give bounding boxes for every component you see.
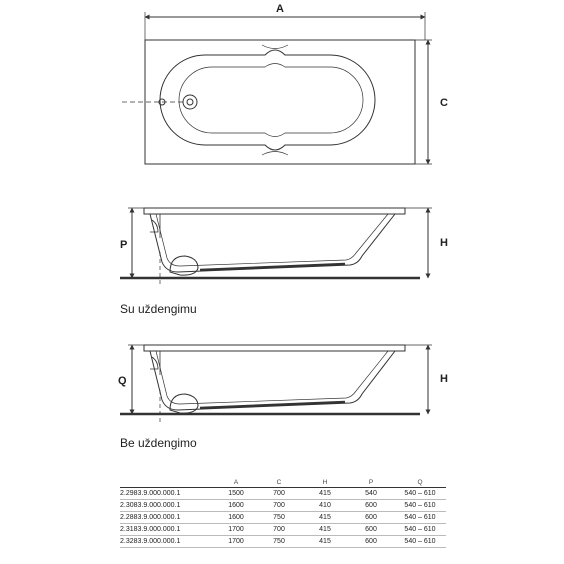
column-header: Q (394, 478, 446, 488)
table-cell: 410 (302, 500, 348, 512)
table-cell: 540 – 610 (394, 524, 446, 536)
table-cell: 700 (256, 488, 302, 500)
table-cell: 540 – 610 (394, 488, 446, 500)
table-cell: 600 (348, 500, 394, 512)
column-header (120, 478, 216, 488)
caption-without-cover: Be uždengimo (120, 436, 197, 450)
table-cell: 600 (348, 524, 394, 536)
table-cell: 600 (348, 536, 394, 548)
table-cell: 415 (302, 512, 348, 524)
label-q: Q (118, 375, 127, 387)
table-cell: 415 (302, 524, 348, 536)
table-cell: 1700 (216, 524, 256, 536)
product-code: 2.2983.9.000.000.1 (120, 488, 216, 500)
table-cell: 540 (348, 488, 394, 500)
column-header: A (216, 478, 256, 488)
table-cell: 415 (302, 536, 348, 548)
table-row (120, 536, 446, 548)
column-header: C (256, 478, 302, 488)
tub-body-profile (150, 214, 395, 272)
product-code: 2.3183.9.000.000.1 (120, 524, 216, 536)
table-row (120, 500, 446, 512)
table-cell: 750 (256, 512, 302, 524)
product-code: 2.3083.9.000.000.1 (120, 500, 216, 512)
table-cell: 750 (256, 536, 302, 548)
caption-with-cover: Su uždengimu (120, 302, 197, 316)
table-cell: 540 – 610 (394, 500, 446, 512)
label-h-2: H (440, 373, 448, 385)
side-view-with-cover (120, 208, 432, 286)
label-p: P (120, 239, 128, 251)
specifications-table (120, 478, 446, 548)
table-cell: 540 – 610 (394, 512, 446, 524)
table-cell: 600 (348, 512, 394, 524)
table-cell: 1700 (216, 536, 256, 548)
label-a: A (276, 3, 284, 15)
side-view-without-cover (120, 345, 432, 422)
table-cell: 700 (256, 500, 302, 512)
table-row (120, 524, 446, 536)
label-h-1: H (440, 237, 448, 249)
table-cell: 540 – 610 (394, 536, 446, 548)
product-code: 2.2883.9.000.000.1 (120, 512, 216, 524)
tub-body-profile (150, 351, 395, 410)
table-cell: 700 (256, 524, 302, 536)
drain-hole (183, 95, 197, 109)
table-cell: 1600 (216, 512, 256, 524)
product-code: 2.3283.9.000.000.1 (120, 536, 216, 548)
table-row (120, 488, 446, 500)
table-row (120, 512, 446, 524)
table-cell: 1600 (216, 500, 256, 512)
label-c: C (440, 97, 448, 109)
table-cell: 415 (302, 488, 348, 500)
column-header: P (348, 478, 394, 488)
top-view (122, 12, 432, 164)
table-cell: 1500 (216, 488, 256, 500)
column-header: H (302, 478, 348, 488)
table-header-row (120, 478, 446, 488)
